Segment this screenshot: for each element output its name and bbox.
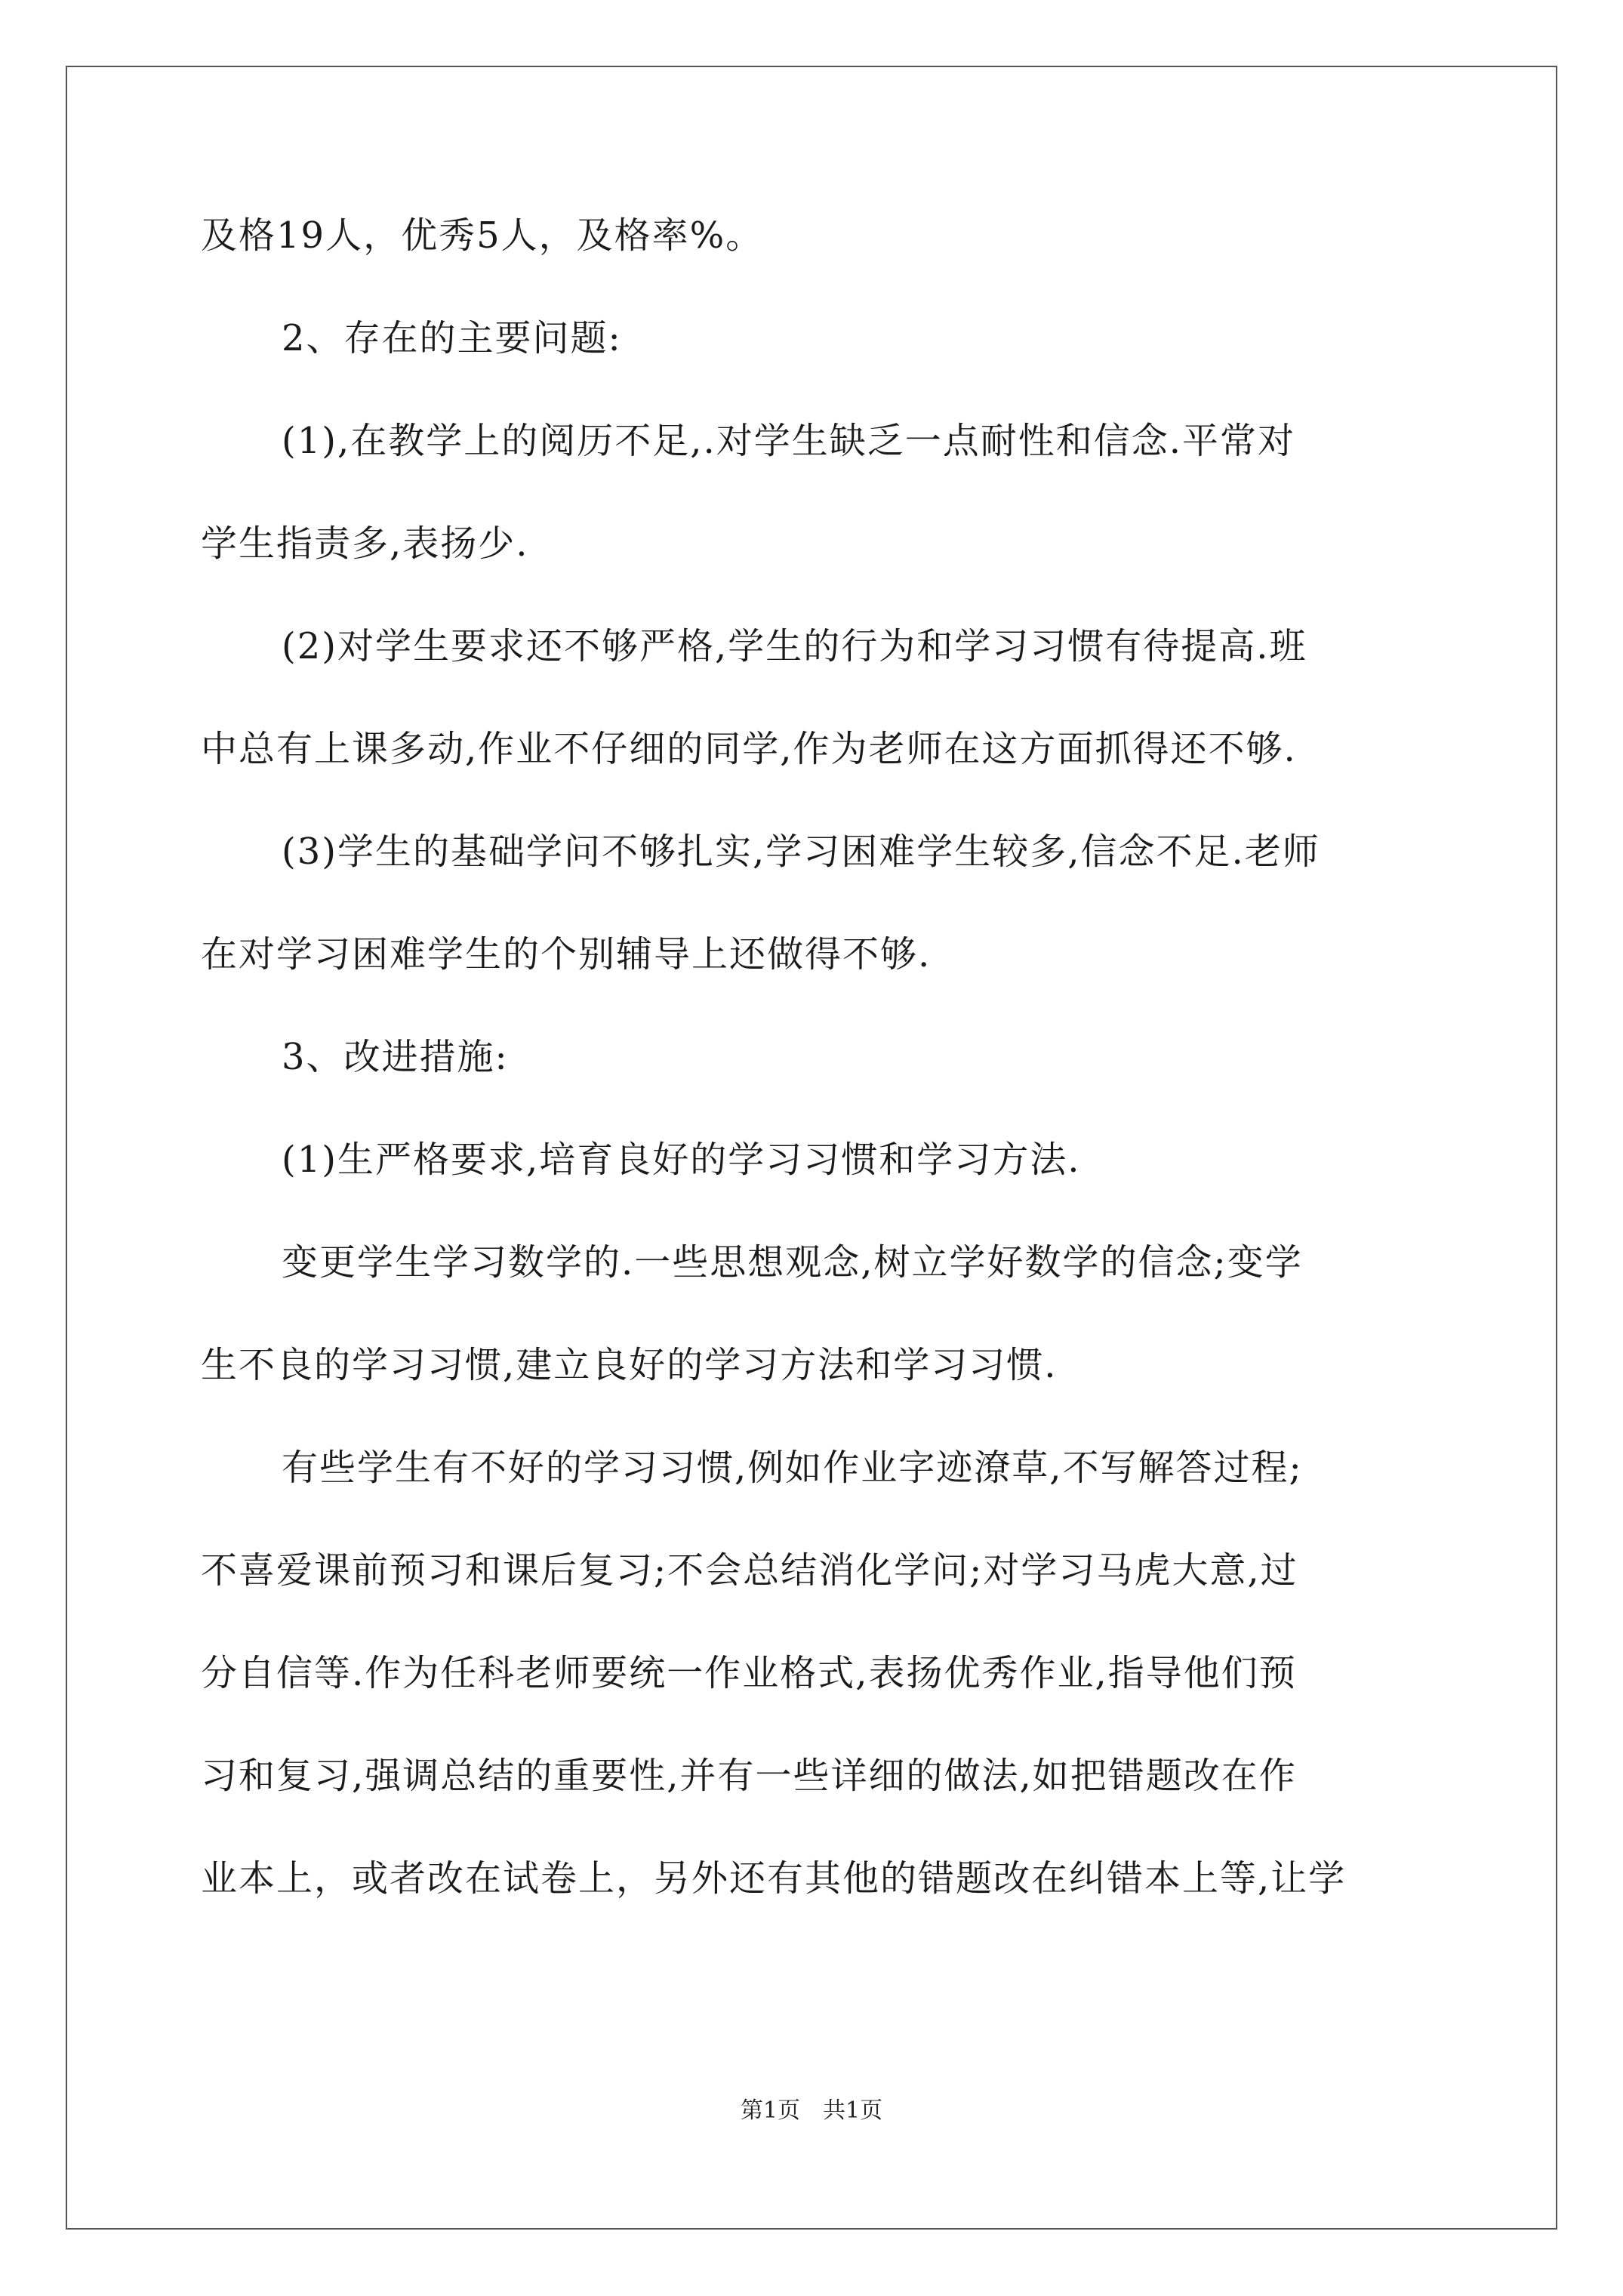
page-footer: 第1页 共1页 bbox=[740, 2097, 883, 2124]
text-line: (1),在教学上的阅历不足,.对学生缺乏一点耐性和信念.平常对 bbox=[282, 420, 1296, 462]
text-line: 学生指责多,表扬少. bbox=[201, 522, 529, 565]
text-line: 3、改进措施: bbox=[282, 1036, 509, 1078]
text-line: 习和复习,强调总结的重要性,并有一些详细的做法,如把错题改在作 bbox=[201, 1755, 1297, 1797]
text-line: (3)学生的基础学问不够扎实,学习困难学生较多,信念不足.老师 bbox=[282, 831, 1320, 873]
document-body bbox=[201, 184, 1454, 1930]
text-line: 2、存在的主要问题: bbox=[282, 317, 622, 359]
text-line: 有些学生有不好的学习习惯,例如作业字迹潦草,不写解答过程; bbox=[282, 1447, 1303, 1489]
text-line: 变更学生学习数学的.一些思想观念,树立学好数学的信念;变学 bbox=[282, 1241, 1303, 1284]
text-line: 中总有上课多动,作业不仔细的同学,作为老师在这方面抓得还不够. bbox=[201, 728, 1297, 770]
text-line: 业本上，或者改在试卷上，另外还有其他的错题改在纠错本上等,让学 bbox=[201, 1857, 1347, 1900]
text-line: 在对学习困难学生的个别辅导上还做得不够. bbox=[201, 933, 932, 975]
text-line: (2)对学生要求还不够严格,学生的行为和学习习惯有待提高.班 bbox=[282, 625, 1307, 667]
text-line: (1)生严格要求,培育良好的学习习惯和学习方法. bbox=[282, 1139, 1081, 1181]
text-line: 分自信等.作为任科老师要统一作业格式,表扬优秀作业,指导他们预 bbox=[201, 1652, 1297, 1694]
text-line: 不喜爱课前预习和课后复习;不会总结消化学问;对学习马虎大意,过 bbox=[201, 1549, 1298, 1592]
text-line: 及格19人，优秀5人，及格率%。 bbox=[201, 214, 764, 257]
text-line: 生不良的学习习惯,建立良好的学习方法和学习习惯. bbox=[201, 1344, 1058, 1386]
